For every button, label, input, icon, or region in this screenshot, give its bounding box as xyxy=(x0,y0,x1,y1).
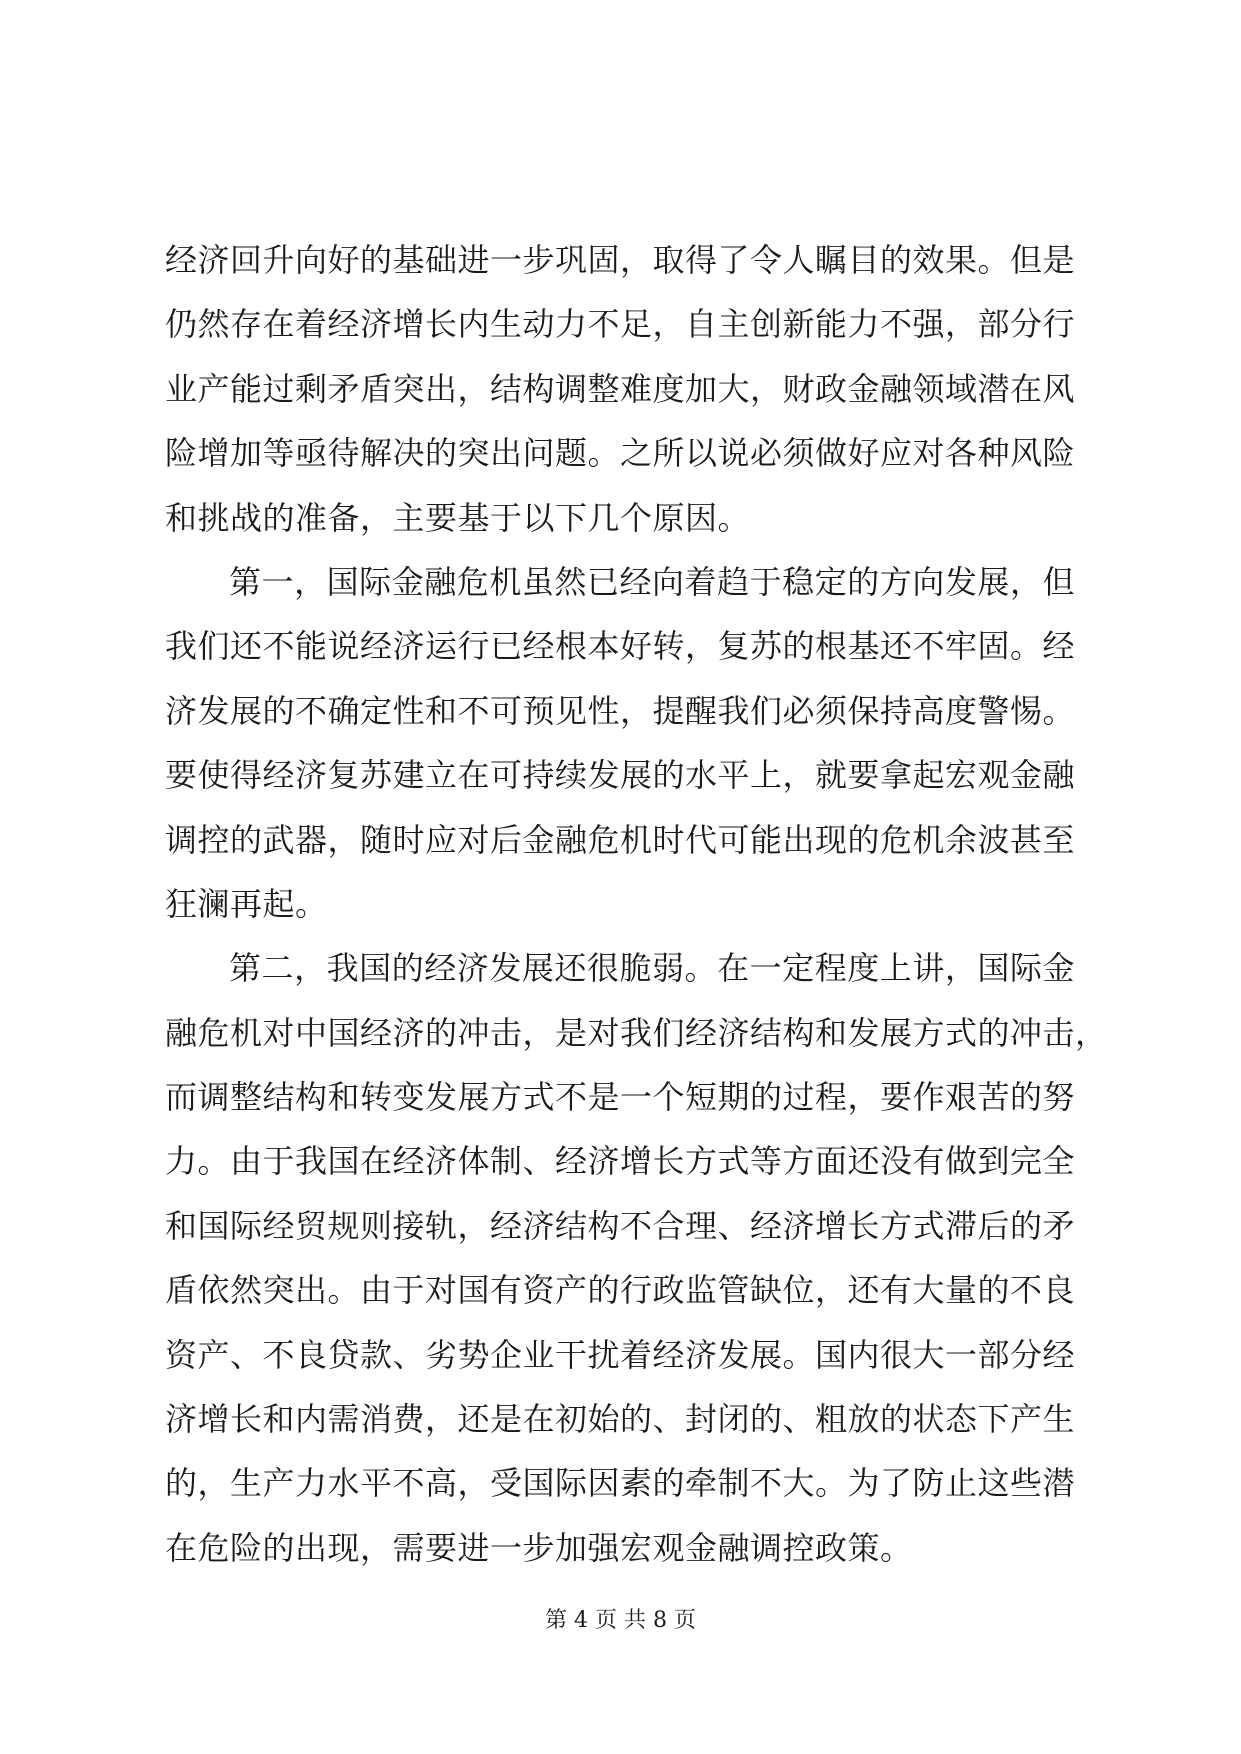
paragraph-line: 要使得经济复苏建立在可持续发展的水平上，就要拿起宏观金融 xyxy=(165,756,1076,795)
paragraph-line: 狂澜再起。 xyxy=(165,884,328,923)
paragraph-line: 调控的武器，随时应对后金融危机时代可能出现的危机余波甚至 xyxy=(165,820,1076,859)
paragraph-line: 盾依然突出。由于对国有资产的行政监管缺位，还有大量的不良 xyxy=(165,1271,1076,1310)
paragraph-line: 我们还不能说经济运行已经根本好转，复苏的根基还不牢固。经 xyxy=(165,627,1076,666)
paragraph-line: 而调整结构和转变发展方式不是一个短期的过程，要作艰苦的努 xyxy=(165,1078,1076,1117)
paragraph-line: 险增加等亟待解决的突出问题。之所以说必须做好应对各种风险 xyxy=(165,434,1076,473)
paragraph-line: 在危险的出现，需要进一步加强宏观金融调控政策。 xyxy=(165,1528,913,1567)
paragraph-line: 资产、不良贷款、劣势企业干扰着经济发展。国内很大一部分经 xyxy=(165,1335,1076,1374)
paragraph-2 xyxy=(165,550,1075,936)
paragraph-line: 第二，我国的经济发展还很脆弱。在一定程度上讲，国际金 xyxy=(229,949,1075,988)
paragraph-line: 第一，国际金融危机虽然已经向着趋于稳定的方向发展，但 xyxy=(229,562,1075,601)
paragraph-line: 济发展的不确定性和不可预见性，提醒我们必须保持高度警惕。 xyxy=(165,691,1076,730)
paragraph-line: 力。由于我国在经济体制、经济增长方式等方面还没有做到完全 xyxy=(165,1142,1076,1181)
paragraph-line: 经济回升向好的基础进一步巩固，取得了令人瞩目的效果。但是 xyxy=(165,241,1076,279)
paragraph-line: 仍然存在着经济增长内生动力不足，自主创新能力不强，部分行 xyxy=(165,305,1076,344)
paragraph-3 xyxy=(165,936,1108,1580)
paragraph-line: 和国际经贸规则接轨，经济结构不合理、经济增长方式滞后的矛 xyxy=(165,1206,1076,1245)
paragraph-line: 的，生产力水平不高，受国际因素的牵制不大。为了防止这些潜 xyxy=(165,1464,1076,1503)
paragraph-line: 和挑战的准备，主要基于以下几个原因。 xyxy=(165,498,751,537)
paragraph-line: 融危机对中国经济的冲击，是对我们经济结构和发展方式的冲击， xyxy=(165,1013,1108,1052)
page-number-footer: 第 4 页 共 8 页 xyxy=(545,1608,696,1633)
paragraph-line: 济增长和内需消费，还是在初始的、封闭的、粗放的状态下产生 xyxy=(165,1400,1076,1439)
document-body xyxy=(165,228,1108,1580)
paragraph-1 xyxy=(165,228,1075,550)
paragraph-line: 业产能过剩矛盾突出，结构调整难度加大，财政金融领域潜在风 xyxy=(165,369,1076,408)
